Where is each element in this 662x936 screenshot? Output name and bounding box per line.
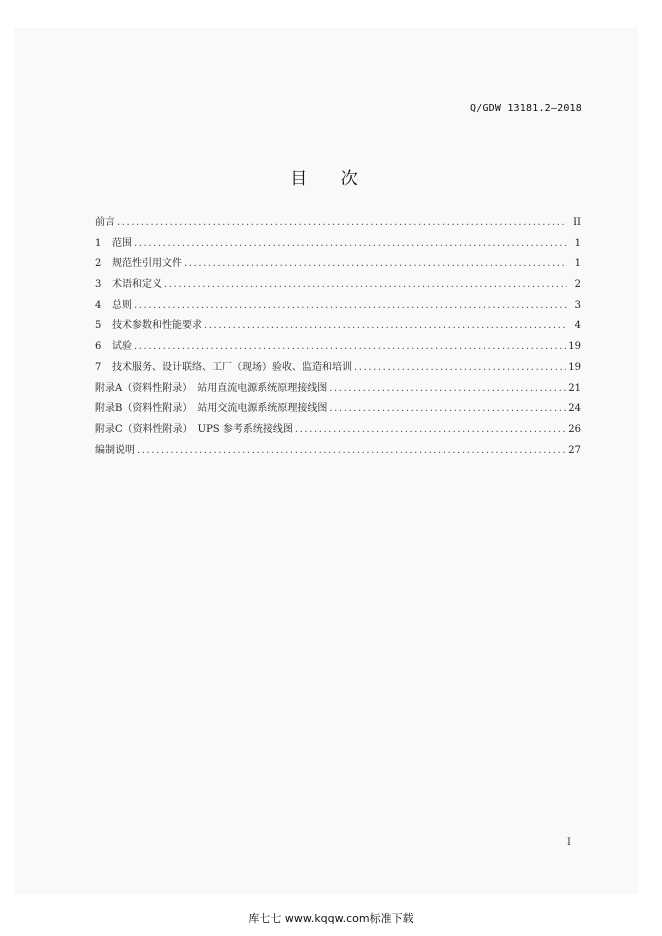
toc-entry-normative-references[interactable] — [95, 254, 581, 275]
toc-entry-page: 1 — [574, 237, 581, 249]
toc-entry-label: 编制说明 — [95, 444, 135, 456]
toc-entry-text: 规范性引用文件 — [112, 258, 182, 270]
toc-leader-dots — [329, 383, 566, 394]
toc-leader-dots — [134, 300, 567, 311]
toc-leader-dots — [184, 258, 567, 269]
toc-entry-general[interactable] — [95, 296, 581, 317]
toc-entry-page: 19 — [568, 361, 581, 373]
toc-entry-label: 附录A（资料性附录） 站用直流电源系统原理接线图 — [95, 382, 328, 394]
toc-entry-page: 2 — [574, 279, 581, 291]
toc-leader-dots — [164, 279, 567, 290]
toc-entry-text: 技术服务、设计联络、工厂（现场）验收、监造和培训 — [112, 361, 352, 373]
toc-entry-page: 27 — [568, 444, 581, 456]
toc-entry-text: 试验 — [112, 341, 132, 353]
toc-leader-dots — [134, 341, 566, 352]
toc-entry-appendix-b[interactable] — [95, 399, 581, 420]
toc-entry-number: 5 — [95, 320, 102, 332]
toc-entry-page: 24 — [568, 403, 581, 415]
toc-entry-label: 附录C（资料性附录） UPS 参考系统接线图 — [95, 423, 293, 435]
toc-entry-number: 1 — [95, 237, 102, 249]
toc-entry-terms-definitions[interactable] — [95, 275, 581, 296]
toc-entry-label — [95, 234, 132, 249]
toc-entry-compilation-notes[interactable] — [95, 441, 581, 462]
toc-entry-label — [95, 254, 182, 269]
page-number: I — [567, 837, 571, 848]
toc-entry-label: 附录B（资料性附录） 站用交流电源系统原理接线图 — [95, 403, 328, 415]
toc-entry-label — [95, 358, 352, 373]
page-title: 目 次 — [290, 169, 372, 189]
toc-leader-dots — [354, 362, 566, 373]
toc-leader-dots — [204, 320, 567, 331]
toc-entry-page: 1 — [574, 258, 581, 270]
toc-entry-label: 前言 — [95, 217, 115, 228]
toc-entry-text: 总则 — [112, 299, 132, 311]
document-code: Q/GDW 13181.2—2018 — [470, 103, 582, 114]
site-watermark-link[interactable]: 库七七 www.kqqw.com标准下载 — [248, 912, 414, 925]
toc-entry-technical-parameters[interactable] — [95, 316, 581, 337]
toc-entry-number: 7 — [95, 361, 102, 373]
toc-entry-page: 21 — [568, 382, 581, 394]
toc-entry-page: 4 — [574, 320, 581, 332]
toc-entry-page: 19 — [568, 341, 581, 353]
toc-leader-dots — [329, 403, 566, 414]
toc-entry-tests[interactable] — [95, 337, 581, 358]
table-of-contents — [95, 213, 581, 461]
toc-entry-appendix-c[interactable] — [95, 420, 581, 441]
toc-leader-dots — [134, 238, 567, 249]
toc-entry-label — [95, 275, 162, 290]
toc-leader-dots — [137, 445, 566, 456]
toc-entry-label — [95, 337, 132, 352]
toc-entry-foreword[interactable] — [95, 213, 581, 234]
toc-entry-technical-service[interactable] — [95, 358, 581, 379]
toc-leader-dots — [117, 217, 567, 228]
toc-entry-number: 6 — [95, 341, 102, 353]
toc-entry-number: 4 — [95, 299, 102, 311]
toc-entry-number: 3 — [95, 279, 102, 291]
toc-entry-text: 范围 — [112, 237, 132, 249]
toc-entry-scope[interactable] — [95, 234, 581, 255]
toc-entry-text: 技术参数和性能要求 — [112, 320, 202, 332]
toc-entry-page: 3 — [574, 299, 581, 311]
toc-entry-number: 2 — [95, 258, 102, 270]
toc-entry-page: II — [573, 217, 581, 228]
toc-leader-dots — [295, 424, 566, 435]
toc-entry-appendix-a[interactable] — [95, 379, 581, 400]
toc-entry-label — [95, 316, 202, 331]
toc-entry-page: 26 — [568, 423, 581, 435]
toc-entry-text: 术语和定义 — [112, 279, 162, 291]
toc-entry-label — [95, 296, 132, 311]
